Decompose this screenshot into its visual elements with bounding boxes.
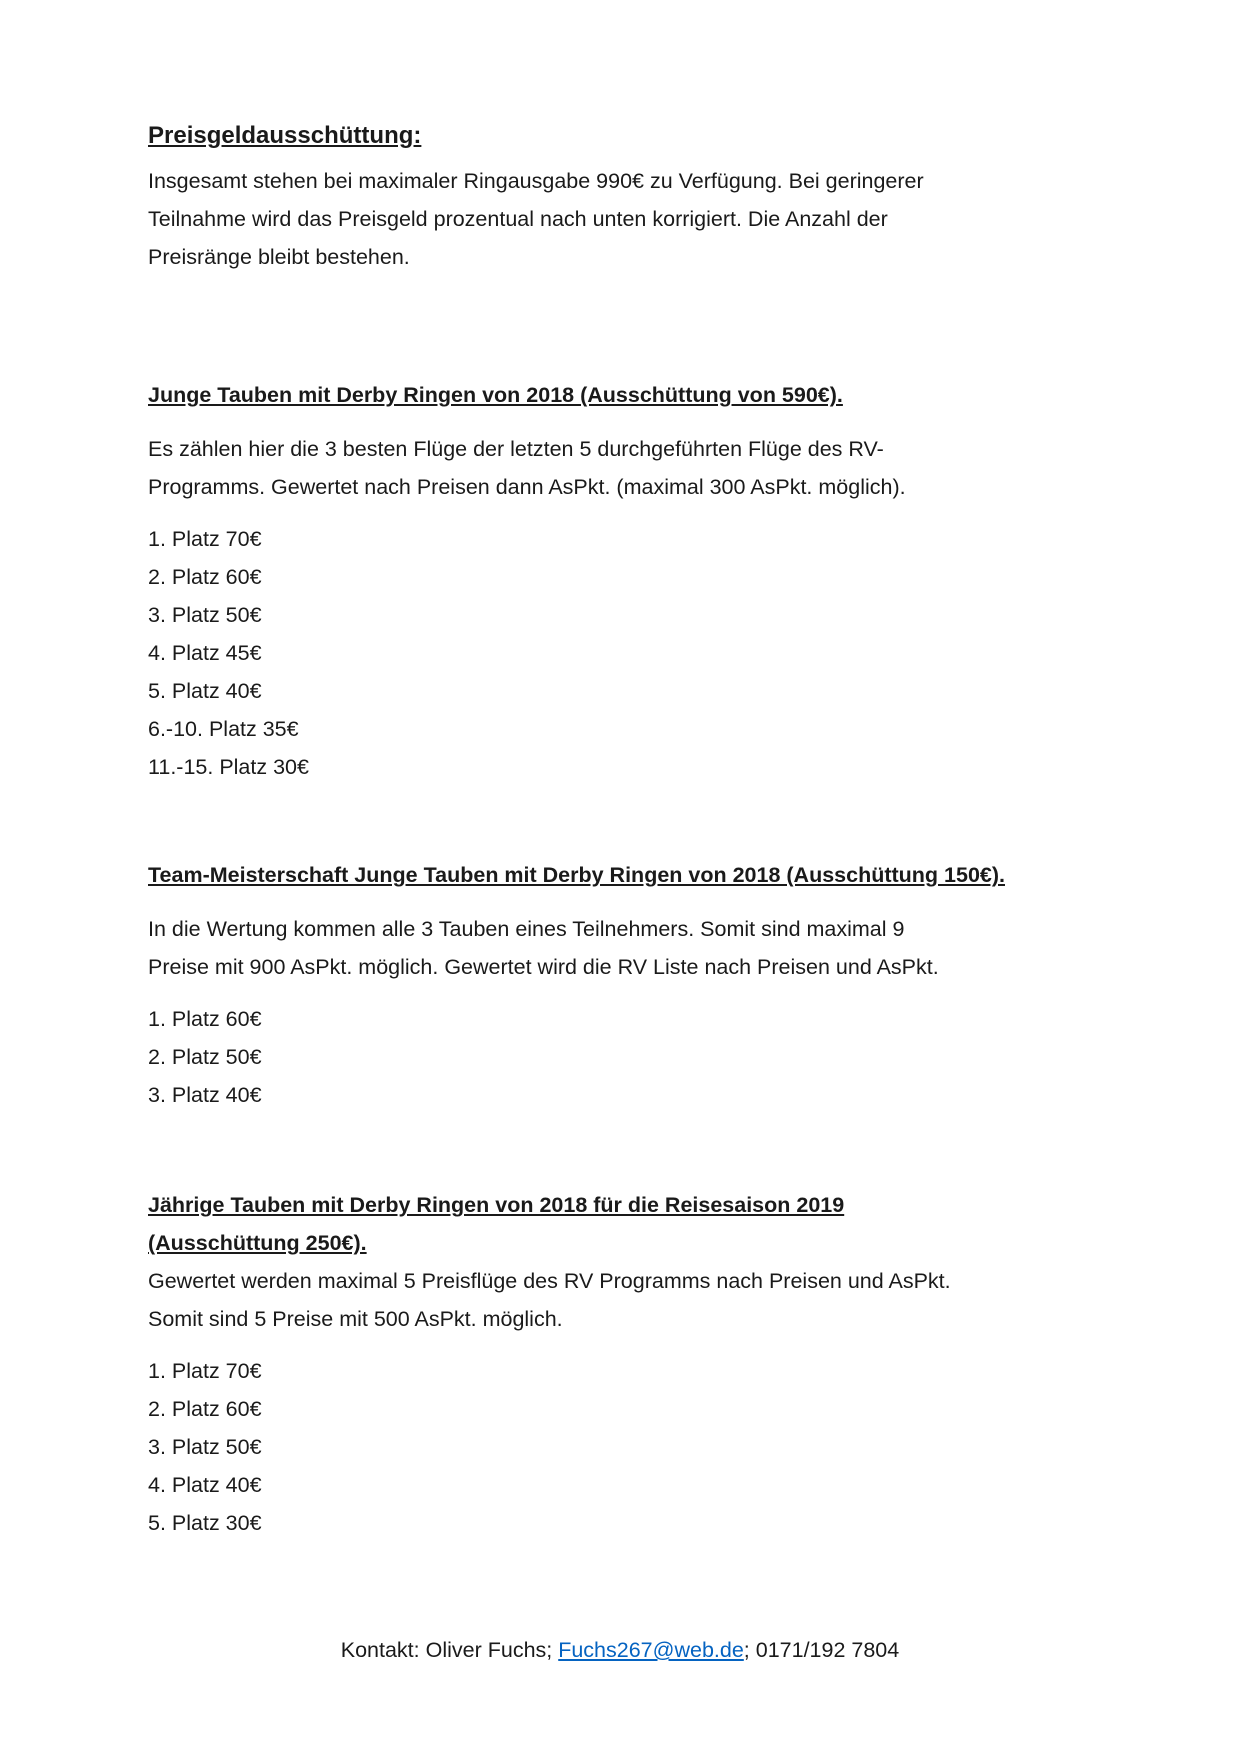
list-item: 3. Platz 50€ (148, 1435, 262, 1459)
contact-prefix: Kontakt: Oliver Fuchs; (340, 1638, 559, 1662)
section-text-line: In die Wertung kommen alle 3 Tauben eines Teilnehmers. Somit sind maximal 9 (148, 917, 905, 941)
contact-suffix: ; 0171/192 7804 (743, 1638, 900, 1662)
contact-footer (0, 1634, 1240, 1666)
list-item: 2. Platz 60€ (148, 1397, 262, 1421)
prize-list (148, 520, 1108, 786)
section-heading: (Ausschüttung 250€). (148, 1231, 367, 1255)
list-item: 2. Platz 50€ (148, 1045, 262, 1069)
intro-line: Teilnahme wird das Preisgeld prozentual nach unten korrigiert. Die Anzahl der (148, 207, 888, 231)
list-item: 11.-15. Platz 30€ (148, 755, 309, 779)
section-text-line: Programms. Gewertet nach Preisen dann AsPkt. (maximal 300 AsPkt. möglich). (148, 475, 906, 499)
section-junge-tauben (148, 376, 1108, 786)
section-team-meisterschaft (148, 856, 1108, 1114)
list-item: 5. Platz 30€ (148, 1511, 262, 1535)
section-text-line: Gewertet werden maximal 5 Preisflüge des RV Programms nach Preisen und AsPkt. (148, 1269, 951, 1293)
intro-line: Preisränge bleibt bestehen. (148, 245, 410, 269)
list-item: 1. Platz 60€ (148, 1007, 262, 1031)
prize-list (148, 1352, 1108, 1542)
section-heading: Team-Meisterschaft Junge Tauben mit Derby Ringen von 2018 (Ausschüttung 150€). (148, 863, 1005, 887)
section-text-line: Es zählen hier die 3 besten Flüge der letzten 5 durchgeführten Flüge des RV- (148, 437, 884, 461)
section-text-line: Preise mit 900 AsPkt. möglich. Gewertet wird die RV Liste nach Preisen und AsPkt. (148, 955, 939, 979)
prize-list (148, 1000, 1108, 1114)
list-item: 3. Platz 40€ (148, 1083, 262, 1107)
section-heading: Jährige Tauben mit Derby Ringen von 2018 für die Reisesaison 2019 (148, 1193, 845, 1217)
section-jaehrige-tauben (148, 1186, 1108, 1542)
section-text-line: Somit sind 5 Preise mit 500 AsPkt. möglich. (148, 1307, 563, 1331)
list-item: 2. Platz 60€ (148, 565, 262, 589)
list-item: 4. Platz 45€ (148, 641, 262, 665)
list-item: 1. Platz 70€ (148, 1359, 262, 1383)
section-heading: Junge Tauben mit Derby Ringen von 2018 (Ausschüttung von 590€). (148, 383, 843, 407)
list-item: 5. Platz 40€ (148, 679, 262, 703)
intro-line: Insgesamt stehen bei maximaler Ringausgabe 990€ zu Verfügung. Bei geringerer (148, 169, 924, 193)
intro-paragraph (148, 162, 1108, 276)
page-title: Preisgeldausschüttung: (148, 122, 422, 149)
list-item: 3. Platz 50€ (148, 603, 262, 627)
list-item: 6.-10. Platz 35€ (148, 717, 299, 741)
list-item: 4. Platz 40€ (148, 1473, 262, 1497)
email-link[interactable]: Fuchs267@web.de (558, 1638, 744, 1662)
list-item: 1. Platz 70€ (148, 527, 262, 551)
